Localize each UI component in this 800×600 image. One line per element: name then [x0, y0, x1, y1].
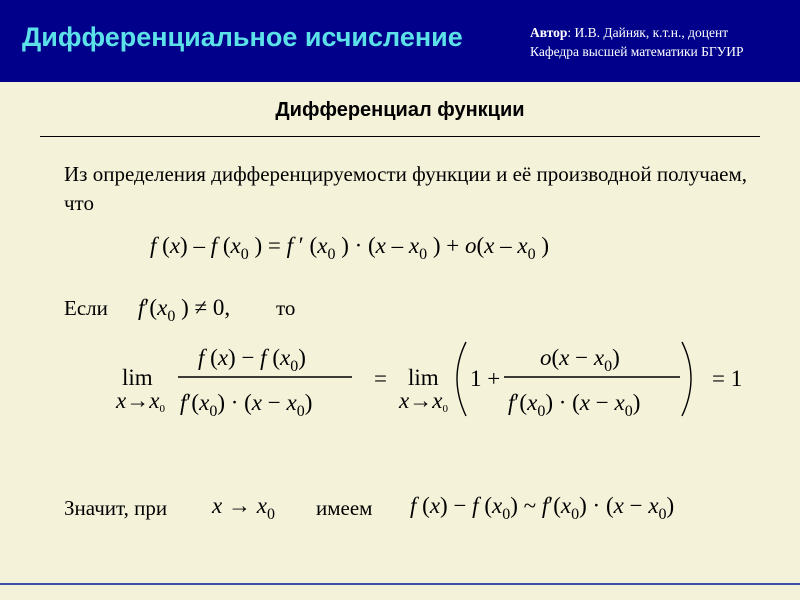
svg-text:1 +: 1 + — [470, 366, 501, 391]
author-label: Автор — [530, 25, 568, 40]
svg-text:lim: lim — [122, 365, 153, 390]
svg-text:o(x − x0): $o(x - x_0)$ — [540, 345, 620, 375]
title-divider — [40, 136, 760, 137]
svg-text:f′(x0) · (x − x0): $f'(x_0) \cdot (x - x_0)$ — [180, 390, 313, 420]
svg-text:f (x) − f (x0): f (x) − f $(x_0)$ — [198, 345, 306, 375]
course-title: Дифференциальное исчисление — [22, 22, 463, 52]
department: Кафедра высшей математики БГУИР — [530, 44, 744, 59]
svg-text:= 1: = 1 — [712, 366, 743, 391]
limit-formula — [110, 338, 770, 428]
intro-text: Из определения дифференцируемости функции и её производной получаем, что — [64, 162, 748, 215]
author-line — [530, 23, 744, 42]
slide-title: Дифференциал функции — [275, 99, 525, 121]
if-label: Если — [64, 296, 108, 320]
approach-formula — [212, 486, 302, 526]
svg-text:x→x0: x→x0 — [116, 388, 165, 415]
have-label: имеем — [316, 496, 373, 520]
author-info — [530, 23, 744, 61]
slide-header — [0, 0, 800, 82]
svg-text:f (x) – f (x0 ) = f ′ (x0 ) ·: f (x) – f ($x_0$ ) = f ′ ($x_0$ ) · ($x - x_0$ ) + $o(x - x_0$ ) — [150, 233, 550, 263]
svg-text:f (x) − f (x0) ~ f′(x0) · (x −: f (x) − f $(x_0)$ ~ $f'(x_0) \cdot (x - x_0)$ — [410, 493, 675, 523]
condition-formula — [138, 288, 268, 328]
author-name: : И.В. Дайняк, к.т.н., доцент — [567, 25, 729, 40]
svg-text:=: = — [374, 366, 387, 391]
svg-text:f′(x0 ) ≠ 0,: $f'(x_0$ ) ≠ 0, — [138, 295, 231, 325]
svg-text:x → x0: $x \to x_0$ — [212, 493, 275, 523]
equivalence-formula — [410, 486, 770, 526]
svg-text:f′(x0) · (x − x0): $f'(x_0) \cdot (x - x_0)$ — [508, 390, 641, 420]
bottom-divider — [0, 583, 800, 585]
hence-label: Значит, при — [64, 496, 168, 520]
definition-formula — [150, 226, 660, 266]
then-label: то — [276, 296, 296, 320]
svg-text:lim: lim — [408, 365, 439, 390]
svg-text:x→x0: x→x0 — [399, 388, 448, 415]
